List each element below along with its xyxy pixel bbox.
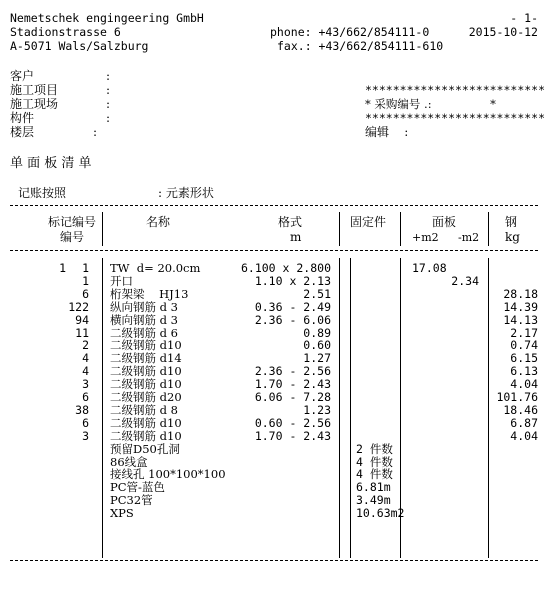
- cell-spec: 1.10 x 2.13: [254, 273, 331, 288]
- table-row: [0, 301, 559, 313]
- cell-steel: 18.46: [503, 402, 538, 417]
- cell-spec: 1.23: [303, 402, 331, 417]
- cell-name: 二级钢筋 d 8: [110, 402, 178, 417]
- cell-spec: 6.100 x 2.800: [240, 261, 331, 275]
- cell-number: 2: [82, 338, 89, 353]
- col-fixture-header: 固定件: [350, 215, 387, 229]
- cell-steel: 6.87: [510, 415, 538, 430]
- table-row: [0, 327, 559, 339]
- table-row: [0, 352, 559, 364]
- table-bottom-rule: [10, 560, 538, 561]
- cell-name: 桁架梁 HJ13: [110, 286, 189, 301]
- cell-mark: 1: [59, 261, 66, 275]
- cell-fixture: 4 件数: [356, 467, 393, 482]
- separator: [339, 212, 340, 246]
- cell-steel: 4.04: [510, 428, 538, 443]
- report-date: 2015-10-12: [468, 25, 538, 39]
- cell-spec: 2.36 - 2.56: [254, 364, 331, 379]
- col-minus-m2: -m2: [458, 231, 480, 244]
- site-colon: :: [106, 97, 111, 111]
- cell-name: 二级钢筋 d20: [110, 390, 182, 404]
- cell-steel: 6.15: [510, 351, 538, 366]
- project-label: 施工项目: [10, 83, 59, 97]
- table-row: [0, 275, 559, 287]
- separator: [488, 212, 489, 246]
- table-row: [0, 443, 559, 455]
- company-fax: fax.: +43/662/854111-610: [277, 39, 444, 53]
- cell-name: PC32管: [110, 493, 153, 508]
- client-colon: :: [106, 69, 111, 83]
- cell-minus-m2: 2.34: [451, 273, 479, 288]
- col-mark-header: 标记编号: [47, 215, 96, 229]
- cell-spec: 1.27: [303, 351, 331, 366]
- table-row: [0, 404, 559, 416]
- cell-name: TW d= 20.0cm: [110, 261, 201, 275]
- table-row: [0, 430, 559, 442]
- document-title: 单 面 板 清 单: [10, 156, 92, 171]
- cell-steel: 2.17: [510, 325, 538, 340]
- cell-number: 6: [82, 286, 89, 301]
- table-row: [0, 378, 559, 390]
- company-street: Stadionstrasse 6: [10, 25, 121, 39]
- cell-name: 开口: [110, 273, 133, 288]
- table-row: [0, 365, 559, 377]
- cell-fixture: 6.81m: [356, 480, 391, 495]
- cell-spec: 0.36 - 2.49: [254, 299, 331, 314]
- cell-steel: 14.39: [503, 299, 538, 314]
- table-row: [0, 314, 559, 326]
- col-steel-unit: kg: [505, 230, 520, 244]
- cell-number: 1: [82, 261, 89, 275]
- cell-name: 二级钢筋 d10: [110, 415, 182, 430]
- sort-label: 记账按照: [18, 186, 67, 200]
- cell-spec: 1.70 - 2.43: [254, 428, 331, 443]
- cell-spec: 1.70 - 2.43: [254, 377, 331, 392]
- col-name-header: 名称: [146, 215, 171, 229]
- cell-number: 4: [82, 364, 89, 379]
- cell-name: 二级钢筋 d14: [110, 351, 182, 366]
- cell-number: 122: [68, 299, 89, 314]
- cell-spec: 0.60: [303, 338, 331, 353]
- cell-fixture: 3.49m: [356, 493, 391, 508]
- company-name: Nemetschek engingeering GmbH: [10, 11, 204, 25]
- cell-fixture: 4 件数: [356, 454, 393, 469]
- table-row: [0, 481, 559, 493]
- cell-number: 6: [82, 415, 89, 430]
- cell-number: 1: [82, 273, 89, 288]
- cell-number: 4: [82, 351, 89, 366]
- cell-steel: 4.04: [510, 377, 538, 392]
- page-number: - 1-: [510, 11, 538, 25]
- cell-name: 二级钢筋 d 6: [110, 325, 178, 340]
- table-row: [0, 468, 559, 480]
- table-row: [0, 417, 559, 429]
- cell-spec: 0.89: [303, 325, 331, 340]
- cell-name: 纵向钢筋 d 3: [110, 299, 178, 314]
- col-spec-unit: m: [290, 230, 302, 244]
- table-row: [0, 494, 559, 506]
- cell-name: 预留D50孔洞: [110, 441, 180, 456]
- table-row: [0, 262, 559, 274]
- stars-top: **************************: [365, 83, 546, 97]
- table-row: [0, 507, 559, 519]
- cell-name: PC管-蓝色: [110, 480, 165, 495]
- cell-steel: 28.18: [503, 286, 538, 301]
- cell-number: 11: [75, 325, 89, 340]
- editor-label: 编辑 :: [365, 125, 409, 139]
- cell-steel: 6.13: [510, 364, 538, 379]
- cell-fixture: 10.63m2: [356, 506, 405, 521]
- cell-number: 94: [75, 312, 89, 327]
- cell-name: 二级钢筋 d10: [110, 428, 182, 443]
- company-phone: phone: +43/662/854111-0: [270, 25, 430, 39]
- component-label: 构件: [10, 111, 35, 125]
- site-label: 施工现场: [10, 97, 59, 111]
- col-steel-header: 钢: [505, 215, 518, 229]
- cell-spec: 0.60 - 2.56: [254, 415, 331, 430]
- separator: [400, 212, 401, 246]
- header-bottom-rule: [10, 250, 538, 251]
- cell-spec: 2.36 - 6.06: [254, 312, 331, 327]
- client-label: 客户: [10, 69, 35, 83]
- cell-name: 接线孔 100*100*100: [110, 467, 226, 482]
- cell-steel: 14.13: [503, 312, 538, 327]
- company-city: A-5071 Wals/Salzburg: [10, 39, 149, 53]
- cell-name: 二级钢筋 d10: [110, 377, 182, 392]
- cell-name: XPS: [110, 506, 134, 521]
- col-panel-header: 面板: [432, 215, 457, 229]
- component-colon: :: [106, 111, 111, 125]
- sort-value: : 元素形状: [158, 186, 214, 200]
- cell-name: 二级钢筋 d10: [110, 364, 182, 379]
- col-plus-m2: +m2: [412, 231, 439, 244]
- table-row: [0, 339, 559, 351]
- cell-number: 6: [82, 390, 89, 404]
- cell-plus-m2: 17.08: [412, 261, 447, 275]
- cell-number: 3: [82, 377, 89, 392]
- cell-number: 38: [75, 402, 89, 417]
- purchase-number: * 采购编号 .: *: [365, 97, 496, 111]
- floor-colon: :: [93, 125, 98, 139]
- cell-name: 二级钢筋 d10: [110, 338, 182, 353]
- floor-label: 楼层: [10, 125, 35, 139]
- separator: [102, 212, 103, 246]
- cell-spec: 6.06 - 7.28: [254, 390, 331, 404]
- header-top-rule: [10, 205, 538, 206]
- table-row: [0, 288, 559, 300]
- project-colon: :: [106, 83, 111, 97]
- cell-steel: 101.76: [496, 390, 538, 404]
- table-row: [0, 456, 559, 468]
- cell-number: 3: [82, 428, 89, 443]
- cell-name: 86线盒: [110, 454, 148, 469]
- cell-steel: 0.74: [510, 338, 538, 353]
- table-row: [0, 391, 559, 403]
- col-no-header: 编号: [59, 230, 84, 244]
- cell-spec: 2.51: [303, 286, 331, 301]
- col-spec-header: 格式: [278, 215, 303, 229]
- cell-name: 横向钢筋 d 3: [110, 312, 178, 327]
- cell-fixture: 2 件数: [356, 441, 393, 456]
- stars-bottom: **************************: [365, 111, 546, 125]
